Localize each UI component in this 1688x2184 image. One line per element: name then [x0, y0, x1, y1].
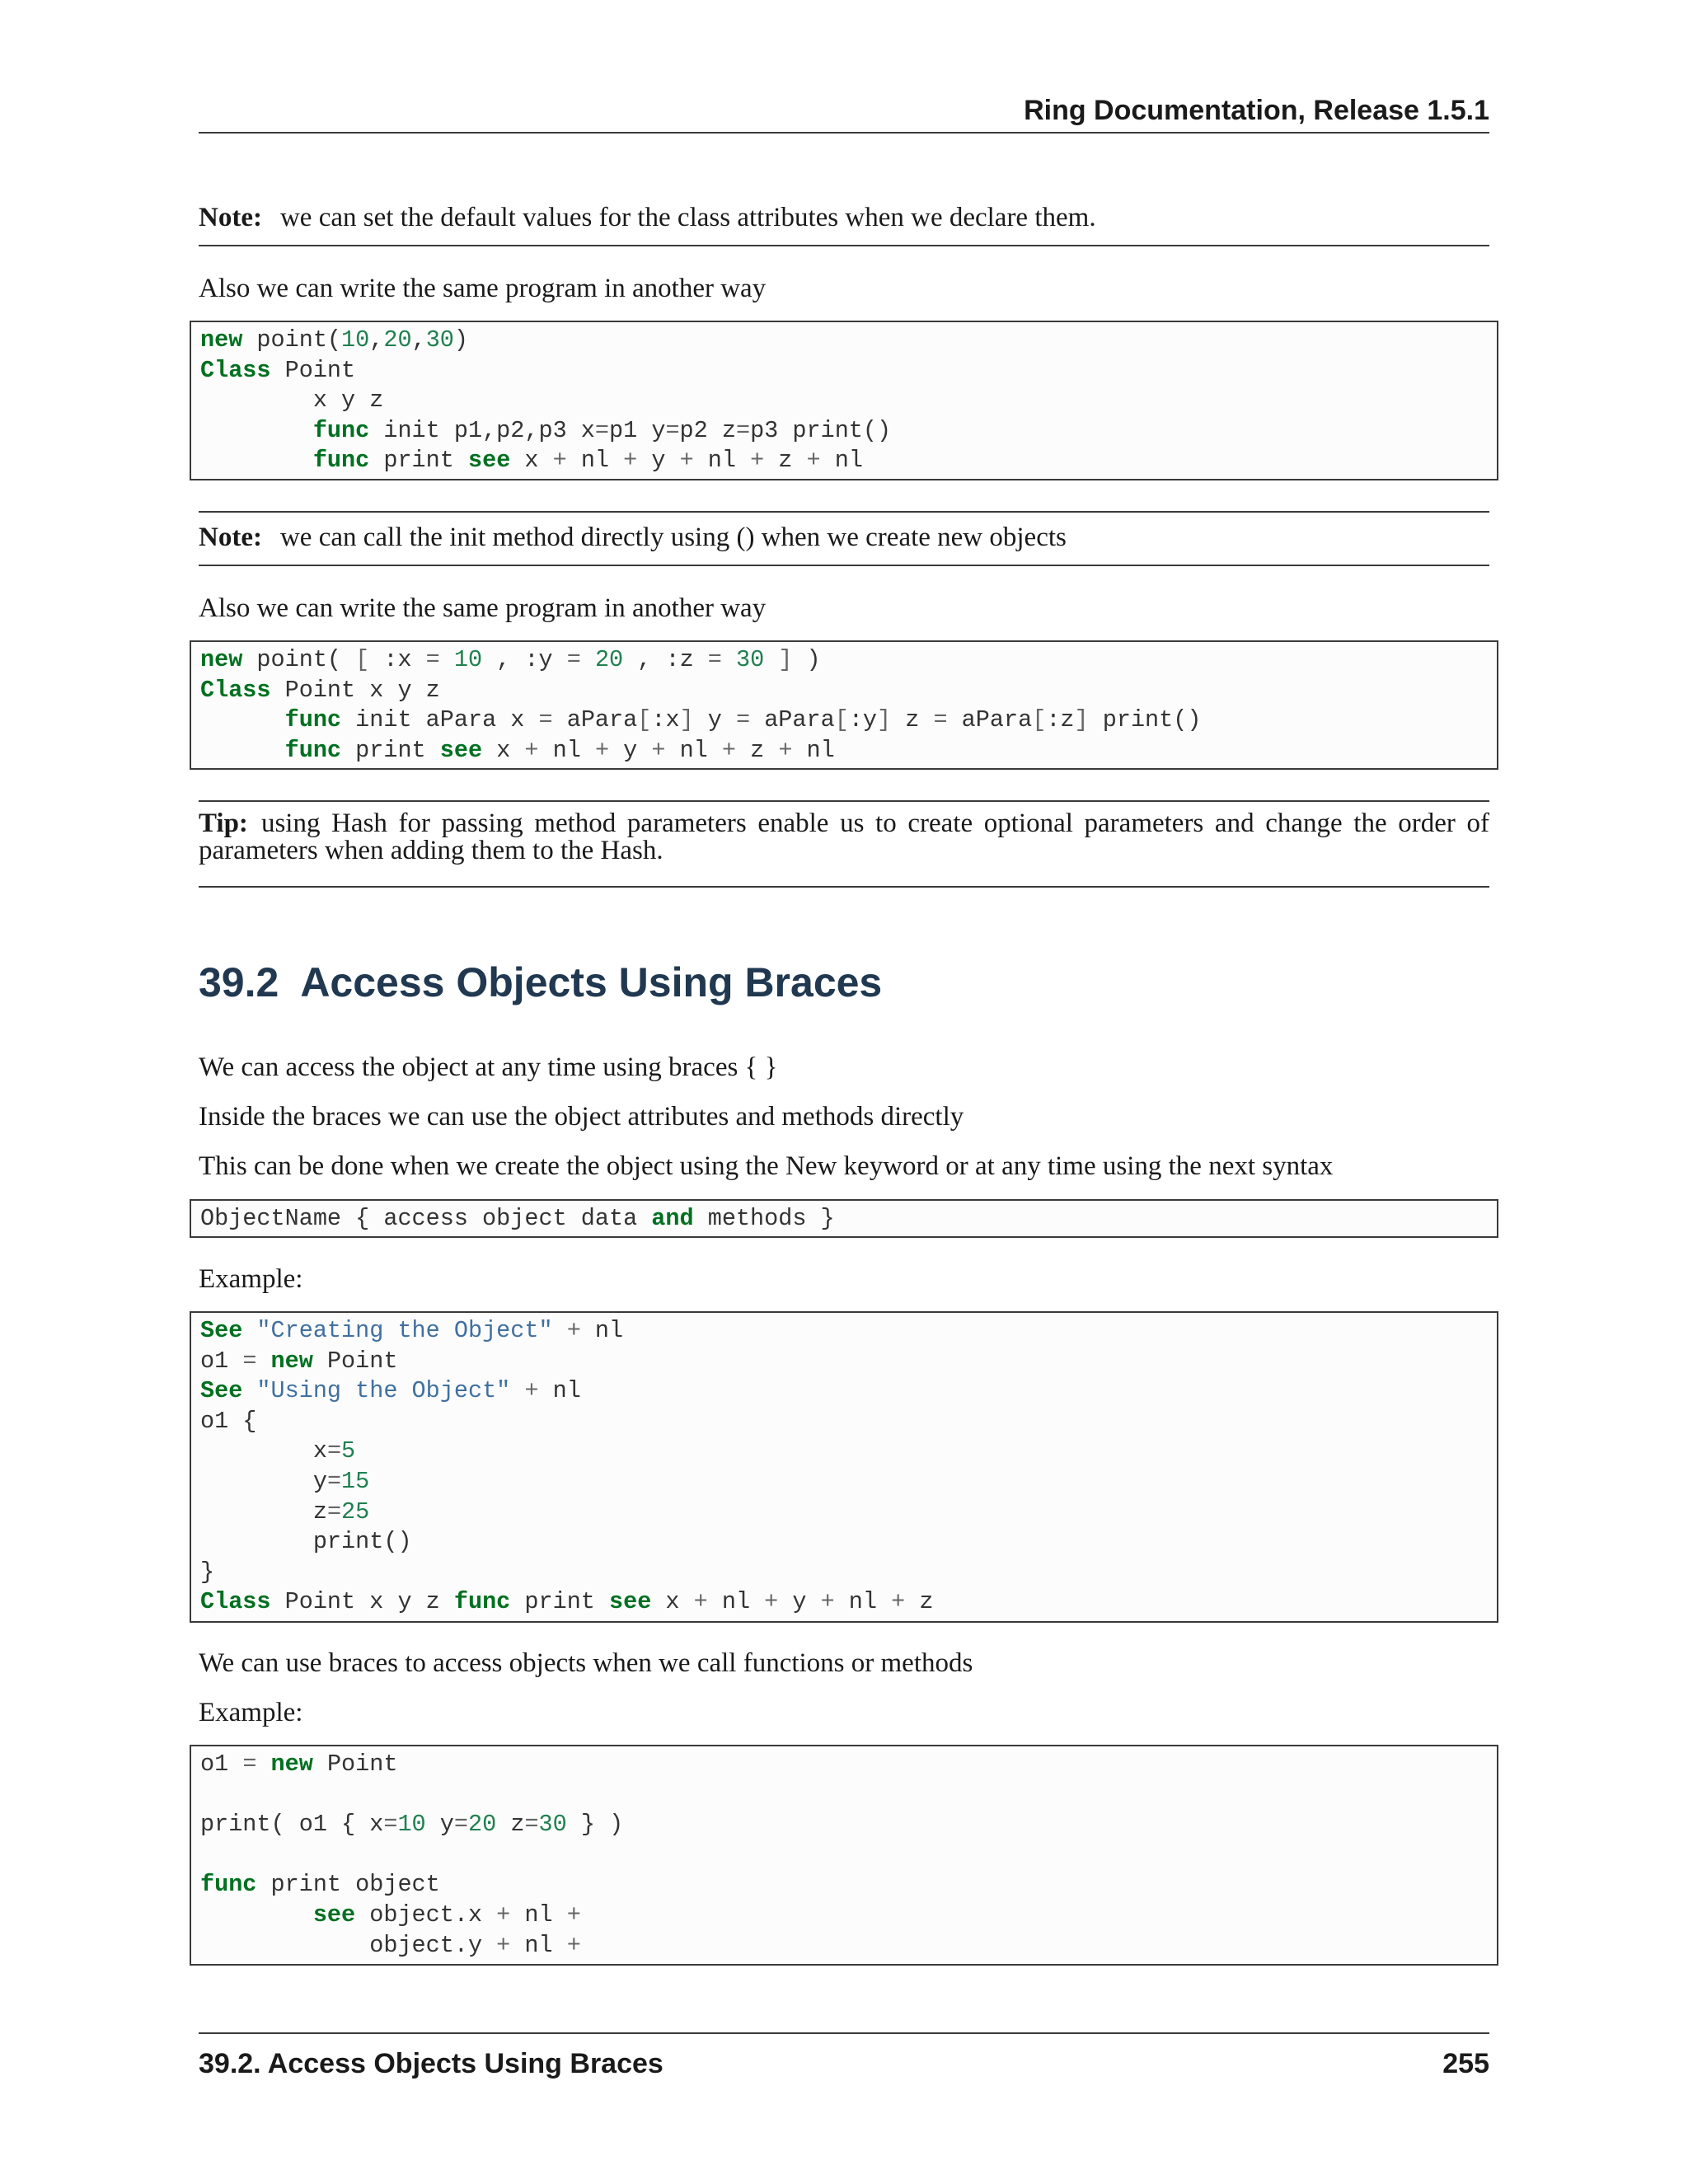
paragraph-another-way-2: Also we can write the same program in another way	[199, 593, 767, 623]
code-block-hash-params	[190, 640, 1498, 770]
document-page	[199, 0, 1489, 2184]
code-line: Class Point x y z	[200, 676, 440, 704]
code-line: }	[200, 1558, 215, 1586]
code-line: new point(10,20,30)	[200, 326, 469, 354]
note-label: Note:	[199, 203, 262, 232]
page-footer	[199, 2032, 1489, 2083]
running-header: Ring Documentation, Release 1.5.1	[199, 89, 1489, 134]
code-block-init-params	[190, 321, 1498, 480]
code-line: x=5	[200, 1437, 356, 1465]
footer-section: 39.2. Access Objects Using Braces	[199, 2048, 663, 2079]
code-line: new point( [ :x = 10 , :y = 20 , :z = 30 ] )	[200, 646, 821, 673]
code-line: z=25	[200, 1497, 370, 1526]
note-top-rule	[199, 511, 1489, 513]
code-line: print()	[200, 1528, 412, 1556]
page-number: 255	[1442, 2048, 1489, 2079]
code-line: see object.x + nl +	[312, 1900, 581, 1929]
code-line: object.y + nl +	[200, 1931, 581, 1959]
example-label: Example:	[199, 1698, 303, 1727]
code-line: o1 = new Point	[200, 1347, 398, 1375]
code-line	[200, 1840, 1497, 1871]
note-default-values	[199, 201, 1489, 234]
code-line: func print see x + nl + y + nl + z + nl	[284, 736, 835, 764]
paragraph-braces-attributes: Inside the braces we can use the object attributes and methods directly	[199, 1102, 964, 1132]
code-line: ObjectName { access object data and methods }	[200, 1205, 835, 1232]
code-line: func print object	[200, 1871, 440, 1899]
code-line: o1 {	[200, 1407, 257, 1435]
section-number: 39.2	[199, 959, 279, 1005]
code-line: func print see x + nl + y + nl + z + nl	[312, 447, 863, 475]
code-block-syntax	[190, 1199, 1498, 1238]
code-line: o1 = new Point	[200, 1750, 398, 1778]
section-title: Access Objects Using Braces	[300, 959, 883, 1005]
code-line: func init p1,p2,p3 x=p1 y=p2 z=p3 print()	[312, 416, 892, 444]
code-line: See "Creating the Object" + nl	[200, 1317, 624, 1344]
example-label: Example:	[199, 1264, 303, 1294]
code-line: Class Point	[200, 356, 356, 384]
code-line: func init aPara x = aPara[:x] y = aPara[:y] z = aPara[:z] print()	[284, 706, 1202, 734]
code-line: See "Using the Object" + nl	[200, 1377, 581, 1405]
note-bottom-rule	[199, 245, 1489, 246]
note-bottom-rule	[199, 565, 1489, 566]
paragraph-another-way-1: Also we can write the same program in another way	[199, 274, 767, 303]
note-init-direct	[199, 521, 1489, 554]
code-line: print( o1 { x=10 y=20 z=30 } )	[200, 1811, 624, 1839]
code-line	[200, 1780, 1497, 1811]
paragraph-braces-functions: We can use braces to access objects when we call functions or methods	[199, 1648, 973, 1678]
tip-top-rule	[199, 800, 1489, 802]
code-block-braces-call	[190, 1745, 1498, 1966]
tip-bottom-rule	[199, 886, 1489, 888]
paragraph-braces-syntax: This can be done when we create the object using the New keyword or at any time using the next syntax	[199, 1151, 1334, 1181]
code-line: Class Point x y z func print see x + nl + y + nl + z	[200, 1588, 934, 1616]
note-label: Note:	[199, 523, 262, 552]
note-text: we can set the default values for the class attributes when we declare them.	[279, 203, 1096, 232]
note-text: we can call the init method directly using () when we create new objects	[279, 523, 1067, 552]
tip-hash-params	[199, 810, 1489, 865]
tip-text: using Hash for passing method parameters enable us to create optional parameters and change the order of parameters when adding them to the Hash.	[199, 808, 1489, 865]
code-line: x y z	[200, 387, 384, 415]
code-line: y=15	[200, 1467, 370, 1495]
code-block-braces-example	[190, 1311, 1498, 1623]
tip-label: Tip:	[199, 808, 248, 838]
section-heading	[199, 958, 1489, 1007]
paragraph-braces-intro: We can access the object at any time using braces { }	[199, 1052, 778, 1082]
